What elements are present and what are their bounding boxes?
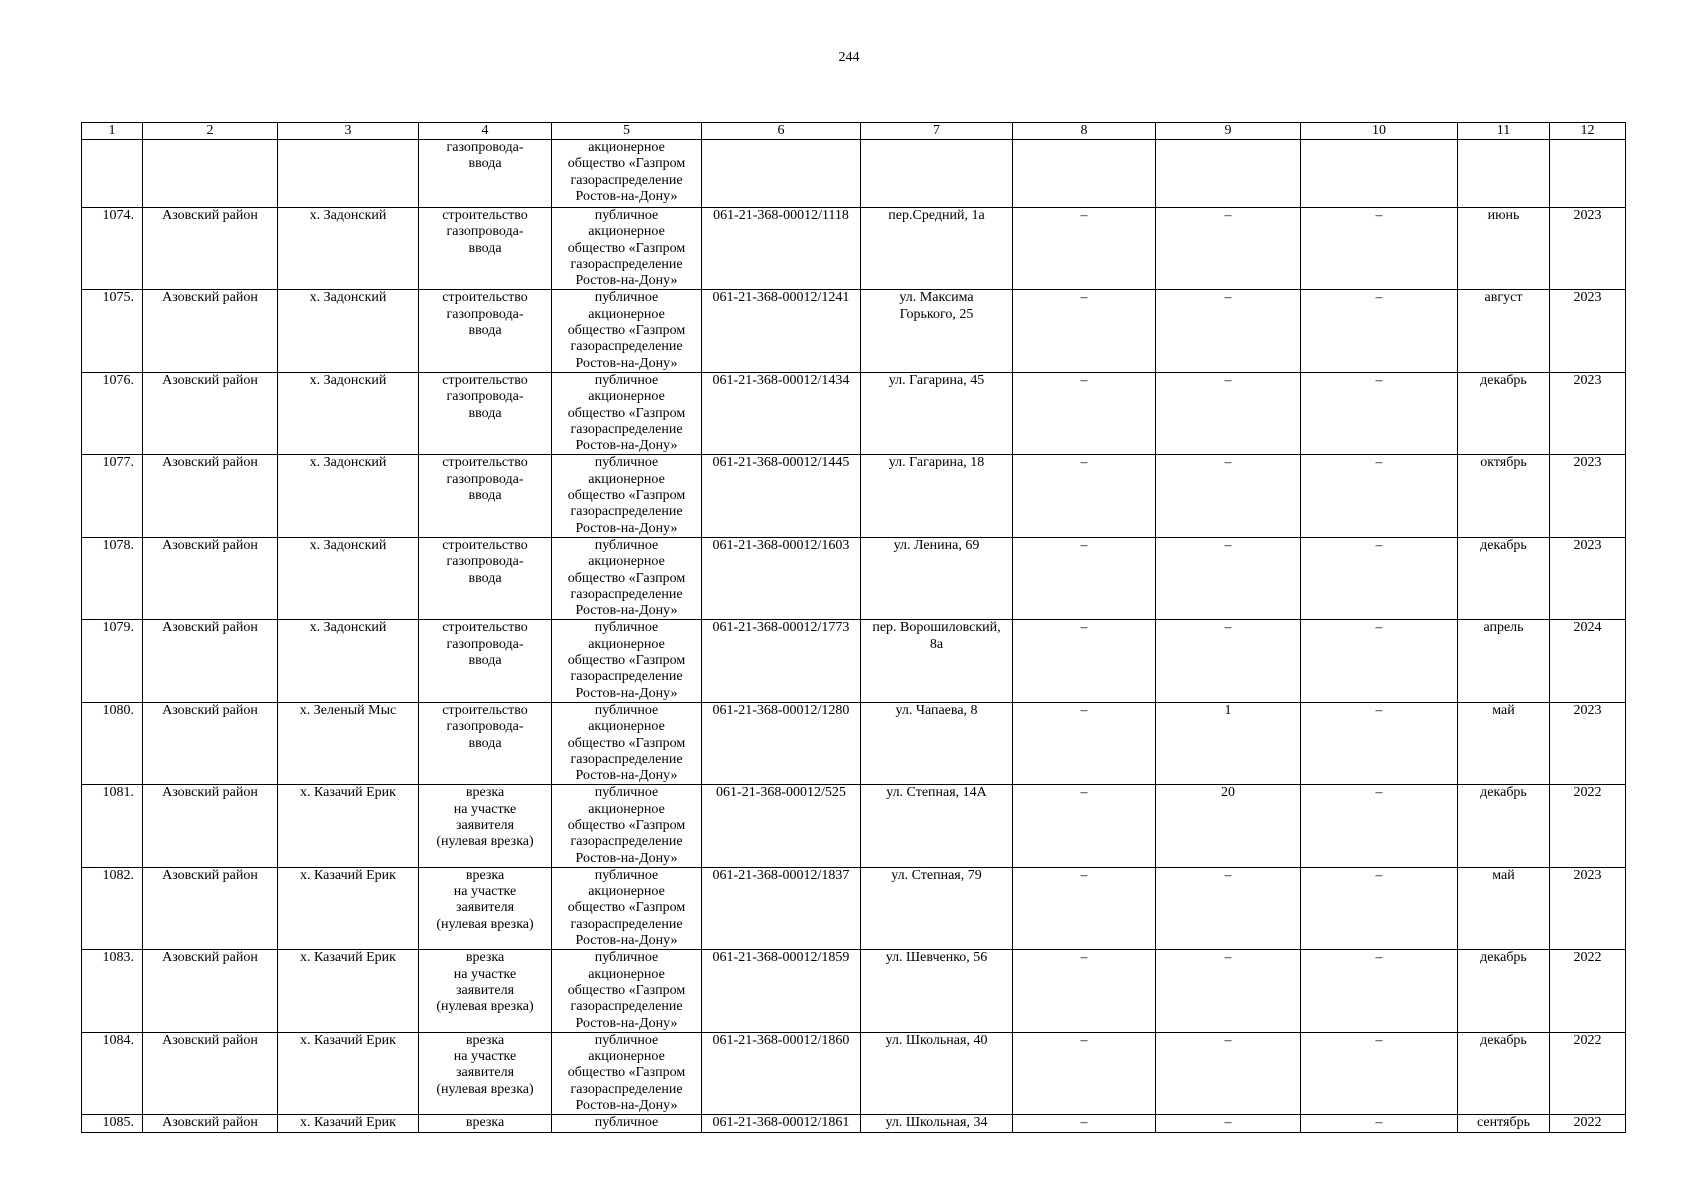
cell-col10: – — [1301, 1115, 1458, 1132]
column-header: 6 — [702, 123, 861, 140]
cell-month: декабрь — [1458, 372, 1550, 454]
column-header: 8 — [1013, 123, 1156, 140]
cell-org: публичное акционерное общество «Газпром газораспределение Ростов-на-Дону» — [552, 785, 702, 867]
cell-col8: – — [1013, 950, 1156, 1032]
cell-col9: – — [1156, 208, 1301, 290]
cell-col10: – — [1301, 372, 1458, 454]
cell-month: декабрь — [1458, 785, 1550, 867]
cell-col9: – — [1156, 537, 1301, 619]
cell-year: 2022 — [1550, 1032, 1626, 1114]
cell-col8 — [1013, 140, 1156, 208]
cell-address: ул. Шевченко, 56 — [861, 950, 1013, 1032]
cell-col8: – — [1013, 1115, 1156, 1132]
cell-org: публичное акционерное общество «Газпром газораспределение Ростов-на-Дону» — [552, 290, 702, 372]
cell-address: ул. Степная, 79 — [861, 867, 1013, 949]
cell-year: 2022 — [1550, 950, 1626, 1032]
cell-address: ул. Гагарина, 45 — [861, 372, 1013, 454]
cell-num: 1085. — [82, 1115, 143, 1132]
cell-year: 2023 — [1550, 867, 1626, 949]
cell-col10: – — [1301, 867, 1458, 949]
cell-code: 061-21-368-00012/1837 — [702, 867, 861, 949]
cell-address — [861, 140, 1013, 208]
cell-year — [1550, 140, 1626, 208]
cell-year: 2023 — [1550, 702, 1626, 784]
cell-month: декабрь — [1458, 1032, 1550, 1114]
page-number: 244 — [838, 50, 860, 65]
cell-district: Азовский район — [143, 950, 278, 1032]
cell-month: апрель — [1458, 620, 1550, 702]
table-row — [82, 867, 1626, 949]
cell-col8: – — [1013, 785, 1156, 867]
column-header: 5 — [552, 123, 702, 140]
column-header: 1 — [82, 123, 143, 140]
cell-locality: х. Задонский — [278, 537, 419, 619]
cell-col10: – — [1301, 785, 1458, 867]
cell-col8: – — [1013, 702, 1156, 784]
cell-work: врезка — [419, 1115, 552, 1132]
table-row — [82, 208, 1626, 290]
cell-month: октябрь — [1458, 455, 1550, 537]
cell-address: пер. Ворошиловский, 8а — [861, 620, 1013, 702]
cell-year: 2023 — [1550, 372, 1626, 454]
registry-table — [81, 122, 1626, 1133]
cell-num: 1081. — [82, 785, 143, 867]
cell-district: Азовский район — [143, 372, 278, 454]
column-header: 12 — [1550, 123, 1626, 140]
cell-org: публичное — [552, 1115, 702, 1132]
cell-month: май — [1458, 702, 1550, 784]
cell-code: 061-21-368-00012/525 — [702, 785, 861, 867]
table-row — [82, 950, 1626, 1032]
cell-code: 061-21-368-00012/1118 — [702, 208, 861, 290]
cell-col8: – — [1013, 372, 1156, 454]
cell-code: 061-21-368-00012/1445 — [702, 455, 861, 537]
cell-org: публичное акционерное общество «Газпром газораспределение Ростов-на-Дону» — [552, 455, 702, 537]
cell-org: акционерное общество «Газпром газораспределение Ростов-на-Дону» — [552, 140, 702, 208]
cell-num — [82, 140, 143, 208]
cell-org: публичное акционерное общество «Газпром газораспределение Ростов-на-Дону» — [552, 620, 702, 702]
cell-org: публичное акционерное общество «Газпром газораспределение Ростов-на-Дону» — [552, 537, 702, 619]
table-row — [82, 785, 1626, 867]
cell-address: ул. Школьная, 40 — [861, 1032, 1013, 1114]
cell-year: 2022 — [1550, 785, 1626, 867]
cell-col9: – — [1156, 1032, 1301, 1114]
cell-year: 2024 — [1550, 620, 1626, 702]
cell-col8: – — [1013, 867, 1156, 949]
cell-org: публичное акционерное общество «Газпром газораспределение Ростов-на-Дону» — [552, 950, 702, 1032]
cell-col10: – — [1301, 620, 1458, 702]
cell-address: пер.Средний, 1а — [861, 208, 1013, 290]
cell-col9: – — [1156, 950, 1301, 1032]
cell-code — [702, 140, 861, 208]
cell-work: газопровода- ввода — [419, 140, 552, 208]
cell-locality — [278, 140, 419, 208]
cell-work: строительство газопровода- ввода — [419, 702, 552, 784]
cell-locality: х. Казачий Ерик — [278, 950, 419, 1032]
cell-col9: – — [1156, 867, 1301, 949]
cell-work: врезка на участке заявителя (нулевая врезка) — [419, 867, 552, 949]
cell-locality: х. Задонский — [278, 372, 419, 454]
cell-year: 2023 — [1550, 290, 1626, 372]
cell-district: Азовский район — [143, 290, 278, 372]
cell-org: публичное акционерное общество «Газпром газораспределение Ростов-на-Дону» — [552, 1032, 702, 1114]
table-row — [82, 455, 1626, 537]
column-header: 3 — [278, 123, 419, 140]
cell-code: 061-21-368-00012/1860 — [702, 1032, 861, 1114]
cell-work: строительство газопровода- ввода — [419, 455, 552, 537]
cell-work: строительство газопровода- ввода — [419, 620, 552, 702]
cell-work: врезка на участке заявителя (нулевая врезка) — [419, 950, 552, 1032]
table-row — [82, 1115, 1626, 1132]
continuation-row — [82, 140, 1626, 208]
cell-month: май — [1458, 867, 1550, 949]
cell-org: публичное акционерное общество «Газпром газораспределение Ростов-на-Дону» — [552, 208, 702, 290]
cell-district: Азовский район — [143, 455, 278, 537]
column-header: 4 — [419, 123, 552, 140]
cell-code: 061-21-368-00012/1861 — [702, 1115, 861, 1132]
cell-district — [143, 140, 278, 208]
cell-col10: – — [1301, 455, 1458, 537]
cell-num: 1083. — [82, 950, 143, 1032]
cell-col10 — [1301, 140, 1458, 208]
cell-col9 — [1156, 140, 1301, 208]
cell-work: строительство газопровода- ввода — [419, 290, 552, 372]
table-body — [82, 140, 1626, 1133]
table-row — [82, 702, 1626, 784]
cell-month: сентябрь — [1458, 1115, 1550, 1132]
cell-locality: х. Задонский — [278, 208, 419, 290]
cell-locality: х. Казачий Ерик — [278, 785, 419, 867]
cell-code: 061-21-368-00012/1280 — [702, 702, 861, 784]
cell-col10: – — [1301, 1032, 1458, 1114]
cell-col10: – — [1301, 290, 1458, 372]
cell-code: 061-21-368-00012/1241 — [702, 290, 861, 372]
cell-org: публичное акционерное общество «Газпром газораспределение Ростов-на-Дону» — [552, 867, 702, 949]
cell-num: 1084. — [82, 1032, 143, 1114]
cell-year: 2023 — [1550, 455, 1626, 537]
cell-work: врезка на участке заявителя (нулевая врезка) — [419, 785, 552, 867]
cell-month: декабрь — [1458, 537, 1550, 619]
cell-col9: 20 — [1156, 785, 1301, 867]
cell-num: 1080. — [82, 702, 143, 784]
column-header: 11 — [1458, 123, 1550, 140]
cell-month: июнь — [1458, 208, 1550, 290]
column-header: 7 — [861, 123, 1013, 140]
cell-col10: – — [1301, 208, 1458, 290]
cell-col9: – — [1156, 372, 1301, 454]
cell-col9: – — [1156, 290, 1301, 372]
cell-num: 1074. — [82, 208, 143, 290]
cell-col9: – — [1156, 1115, 1301, 1132]
column-header: 9 — [1156, 123, 1301, 140]
cell-address: ул. Ленина, 69 — [861, 537, 1013, 619]
cell-org: публичное акционерное общество «Газпром газораспределение Ростов-на-Дону» — [552, 702, 702, 784]
cell-district: Азовский район — [143, 1115, 278, 1132]
cell-district: Азовский район — [143, 867, 278, 949]
cell-org: публичное акционерное общество «Газпром газораспределение Ростов-на-Дону» — [552, 372, 702, 454]
cell-work: врезка на участке заявителя (нулевая врезка) — [419, 1032, 552, 1114]
table-row — [82, 620, 1626, 702]
cell-locality: х. Зеленый Мыс — [278, 702, 419, 784]
cell-address: ул. Чапаева, 8 — [861, 702, 1013, 784]
cell-col9: – — [1156, 455, 1301, 537]
cell-col8: – — [1013, 455, 1156, 537]
table-row — [82, 372, 1626, 454]
cell-col9: – — [1156, 620, 1301, 702]
cell-district: Азовский район — [143, 1032, 278, 1114]
cell-code: 061-21-368-00012/1773 — [702, 620, 861, 702]
cell-col10: – — [1301, 537, 1458, 619]
cell-district: Азовский район — [143, 208, 278, 290]
cell-address: ул. Максима Горького, 25 — [861, 290, 1013, 372]
cell-work: строительство газопровода- ввода — [419, 208, 552, 290]
cell-locality: х. Задонский — [278, 620, 419, 702]
cell-code: 061-21-368-00012/1434 — [702, 372, 861, 454]
header-row — [82, 123, 1626, 140]
cell-locality: х. Задонский — [278, 290, 419, 372]
cell-district: Азовский район — [143, 702, 278, 784]
cell-num: 1076. — [82, 372, 143, 454]
cell-col8: – — [1013, 1032, 1156, 1114]
column-header: 10 — [1301, 123, 1458, 140]
column-header: 2 — [143, 123, 278, 140]
table-row — [82, 290, 1626, 372]
cell-year: 2022 — [1550, 1115, 1626, 1132]
cell-col10: – — [1301, 702, 1458, 784]
table-row — [82, 537, 1626, 619]
cell-locality: х. Задонский — [278, 455, 419, 537]
cell-col10: – — [1301, 950, 1458, 1032]
cell-locality: х. Казачий Ерик — [278, 867, 419, 949]
table-header — [82, 123, 1626, 140]
cell-month: август — [1458, 290, 1550, 372]
cell-num: 1075. — [82, 290, 143, 372]
cell-code: 061-21-368-00012/1603 — [702, 537, 861, 619]
cell-year: 2023 — [1550, 208, 1626, 290]
cell-num: 1082. — [82, 867, 143, 949]
cell-address: ул. Гагарина, 18 — [861, 455, 1013, 537]
cell-col8: – — [1013, 208, 1156, 290]
cell-num: 1079. — [82, 620, 143, 702]
cell-district: Азовский район — [143, 785, 278, 867]
cell-month: декабрь — [1458, 950, 1550, 1032]
cell-num: 1078. — [82, 537, 143, 619]
table-row — [82, 1032, 1626, 1114]
cell-locality: х. Казачий Ерик — [278, 1115, 419, 1132]
cell-col8: – — [1013, 537, 1156, 619]
cell-year: 2023 — [1550, 537, 1626, 619]
cell-col8: – — [1013, 620, 1156, 702]
cell-address: ул. Школьная, 34 — [861, 1115, 1013, 1132]
cell-num: 1077. — [82, 455, 143, 537]
cell-month — [1458, 140, 1550, 208]
cell-address: ул. Степная, 14А — [861, 785, 1013, 867]
cell-col9: 1 — [1156, 702, 1301, 784]
cell-code: 061-21-368-00012/1859 — [702, 950, 861, 1032]
cell-col8: – — [1013, 290, 1156, 372]
cell-district: Азовский район — [143, 620, 278, 702]
cell-district: Азовский район — [143, 537, 278, 619]
cell-work: строительство газопровода- ввода — [419, 372, 552, 454]
cell-work: строительство газопровода- ввода — [419, 537, 552, 619]
cell-locality: х. Казачий Ерик — [278, 1032, 419, 1114]
